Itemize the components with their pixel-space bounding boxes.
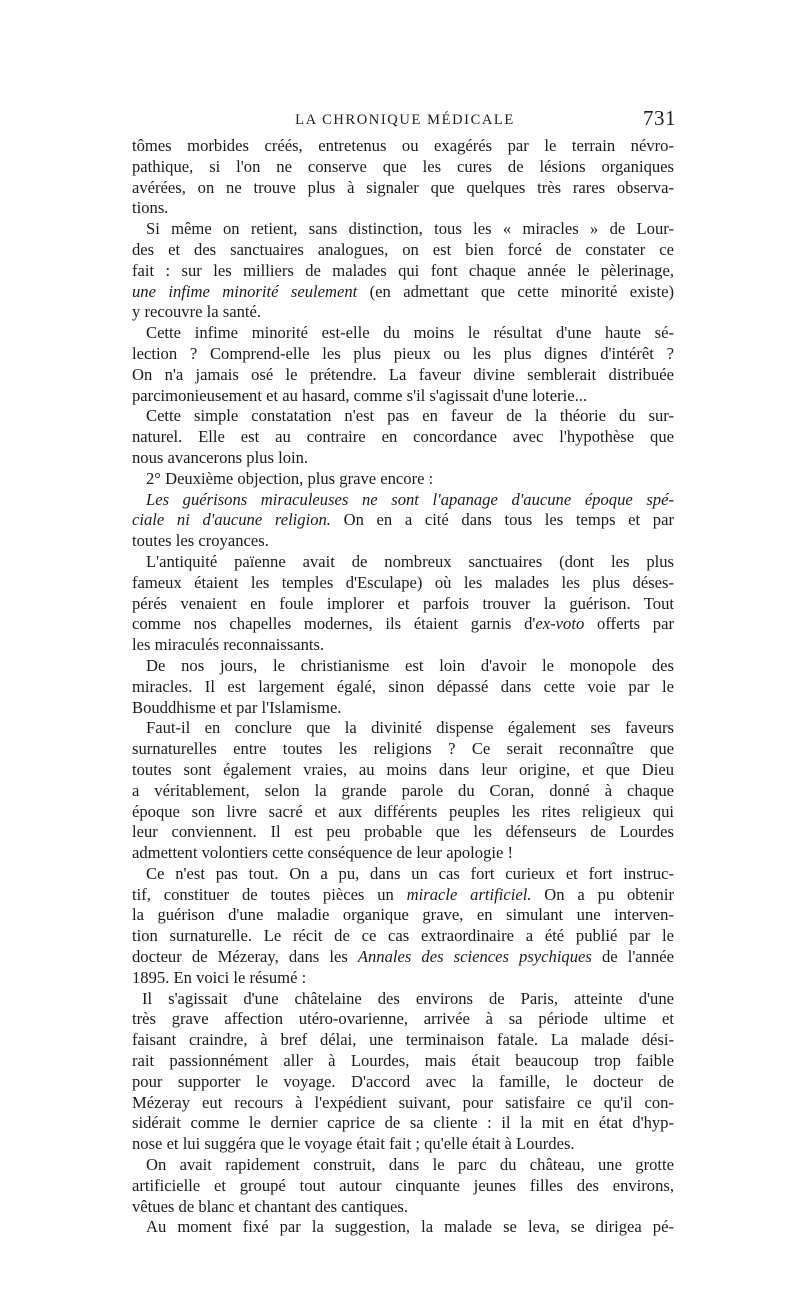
text-line: Si même on retient, sans distinction, tous les « miracles » de Lour- xyxy=(146,219,674,239)
text-line: artificielle et groupé tout autour cinquante jeunes filles des environs, xyxy=(132,1175,674,1195)
text-line: fait : sur les milliers de malades qui font chaque année le pèlerinage, xyxy=(132,260,674,280)
text-span: (en admettant que cette minorité existe) xyxy=(357,281,674,301)
text-line: On n'a jamais osé le prétendre. La faveur divine semblerait distribuée xyxy=(132,364,674,384)
text-line: des et des sanctuaires analogues, on est bien forcé de constater ce xyxy=(132,239,674,259)
italic-phrase: ex-voto xyxy=(535,614,585,634)
text-line: y recouvre la santé. xyxy=(132,302,261,322)
text-line: parcimonieusement et au hasard, comme s'il s'agissait d'une loterie... xyxy=(132,385,588,405)
text-span: tif, constituer de toutes pièces un xyxy=(132,884,407,904)
text-line: toutes sont également vraies, au moins dans leur origine, et que Dieu xyxy=(132,759,674,779)
italic-phrase: Annales des sciences psychiques xyxy=(357,947,592,967)
text-line: admettent volontiers cette conséquence de leur apologie ! xyxy=(132,843,514,863)
text-span: On en a cité dans tous les temps et par xyxy=(330,510,674,530)
text-line: lection ? Comprend-elle les plus pieux ou les plus dignes d'intérêt ? xyxy=(132,343,674,363)
text-line: fameux étaient les temples d'Esculape) où les malades les plus déses- xyxy=(132,572,674,592)
text-line: la guérison d'une maladie organique grave, en simulant une interven- xyxy=(132,905,674,925)
text-line: avérées, on ne trouve plus à signaler que quelques très rares observa- xyxy=(132,177,674,197)
text-span: On a pu obtenir xyxy=(531,884,674,904)
text-line: On avait rapidement construit, dans le parc du château, une grotte xyxy=(146,1155,674,1175)
text-line: Il s'agissait d'une châtelaine des environs de Paris, atteinte d'une xyxy=(142,988,674,1008)
text-line xyxy=(132,614,674,635)
text-line: Cette simple constatation n'est pas en faveur de la théorie du sur- xyxy=(146,406,674,426)
text-line xyxy=(132,947,674,968)
text-line: 1895. En voici le résumé : xyxy=(132,967,307,987)
text-span: offerts par xyxy=(584,614,674,634)
text-span: comme nos chapelles modernes, ils étaient garnis d' xyxy=(132,614,536,634)
text-line: nous avancerons plus loin. xyxy=(132,447,309,467)
text-line: Bouddhisme et par l'Islamisme. xyxy=(132,697,342,717)
text-line: L'antiquité païenne avait de nombreux sanctuaires (dont les plus xyxy=(146,551,674,571)
running-title: LA CHRONIQUE MÉDICALE xyxy=(295,112,515,128)
text-line: Faut-il en conclure que la divinité dispense également ses faveurs xyxy=(146,718,674,738)
text-line: Les guérisons miraculeuses ne sont l'apanage d'aucune époque spé- xyxy=(146,489,674,509)
text-line: naturel. Elle est au contraire en concordance avec l'hypothèse que xyxy=(132,427,674,447)
text-line: tômes morbides créés, entretenus ou exagérés par le terrain névro- xyxy=(132,136,674,155)
text-line: très grave affection utéro-ovarienne, arrivée à sa période ultime et xyxy=(132,1009,674,1029)
italic-phrase: ciale ni d'aucune religion. xyxy=(132,510,331,530)
page-header xyxy=(132,106,678,134)
italic-phrase: miracle artificiel. xyxy=(406,884,532,904)
text-line: De nos jours, le christianisme est loin d'avoir le monopole des xyxy=(146,655,674,675)
text-line: vêtues de blanc et chantant des cantiques. xyxy=(132,1196,408,1216)
text-line: faisant craindre, à bref délai, une terminaison fatale. La malade dési- xyxy=(132,1030,674,1050)
body-text xyxy=(132,136,674,1238)
text-line: les miraculés reconnaissants. xyxy=(132,635,325,655)
text-span: de l'année xyxy=(591,947,674,967)
text-line: sidérait comme le dernier caprice de sa cliente : il la mit en état d'hyp- xyxy=(132,1113,674,1133)
text-line: leur conviennent. Il est peu probable que les défenseurs de Lourdes xyxy=(132,822,674,842)
text-line xyxy=(132,282,674,303)
text-line: tions. xyxy=(132,198,169,218)
text-line: a véritablement, selon la grande parole du Coran, donné à chaque xyxy=(132,780,674,800)
text-line: pour supporter le voyage. D'accord avec la famille, le docteur de xyxy=(132,1071,674,1091)
text-line xyxy=(132,510,674,531)
text-line: Cette infime minorité est-elle du moins le résultat d'une haute sé- xyxy=(146,323,674,343)
text-line: toutes les croyances. xyxy=(132,531,269,551)
text-line: Ce n'est pas tout. On a pu, dans un cas fort curieux et fort instruc- xyxy=(146,863,674,883)
page-number: 731 xyxy=(643,106,676,130)
text-line: nose et lui suggéra que le voyage était fait ; qu'elle était à Lourdes. xyxy=(132,1134,575,1154)
text-line: Mézeray eut recours à l'expédient suivant, pour satisfaire ce qu'il con- xyxy=(132,1092,674,1112)
text-line: époque son livre sacré et aux différents peuples les rites religieux qui xyxy=(132,801,674,821)
text-line: surnaturelles entre toutes les religions ? Ce serait reconnaître que xyxy=(132,739,674,759)
text-line xyxy=(132,885,674,906)
text-line: rait passionnément aller à Lourdes, mais était beaucoup trop faible xyxy=(132,1051,674,1071)
text-line: pérés venaient en foule implorer et parfois trouver la guérison. Tout xyxy=(132,593,674,613)
text-line: pathique, si l'on ne conserve que les cures de lésions organiques xyxy=(132,156,674,176)
text-line: miracles. Il est largement égalé, sinon dépassé dans cette voie par le xyxy=(132,676,674,696)
text-line: tion surnaturelle. Le récit de ce cas extraordinaire a été publié par le xyxy=(132,926,674,946)
text-line: Au moment fixé par la suggestion, la malade se leva, se dirigea pé- xyxy=(146,1217,674,1237)
italic-phrase: une infime minorité seulement xyxy=(132,281,358,301)
text-span: docteur de Mézeray, dans les xyxy=(132,947,358,967)
text-line: 2° Deuxième objection, plus grave encore : xyxy=(146,468,434,488)
